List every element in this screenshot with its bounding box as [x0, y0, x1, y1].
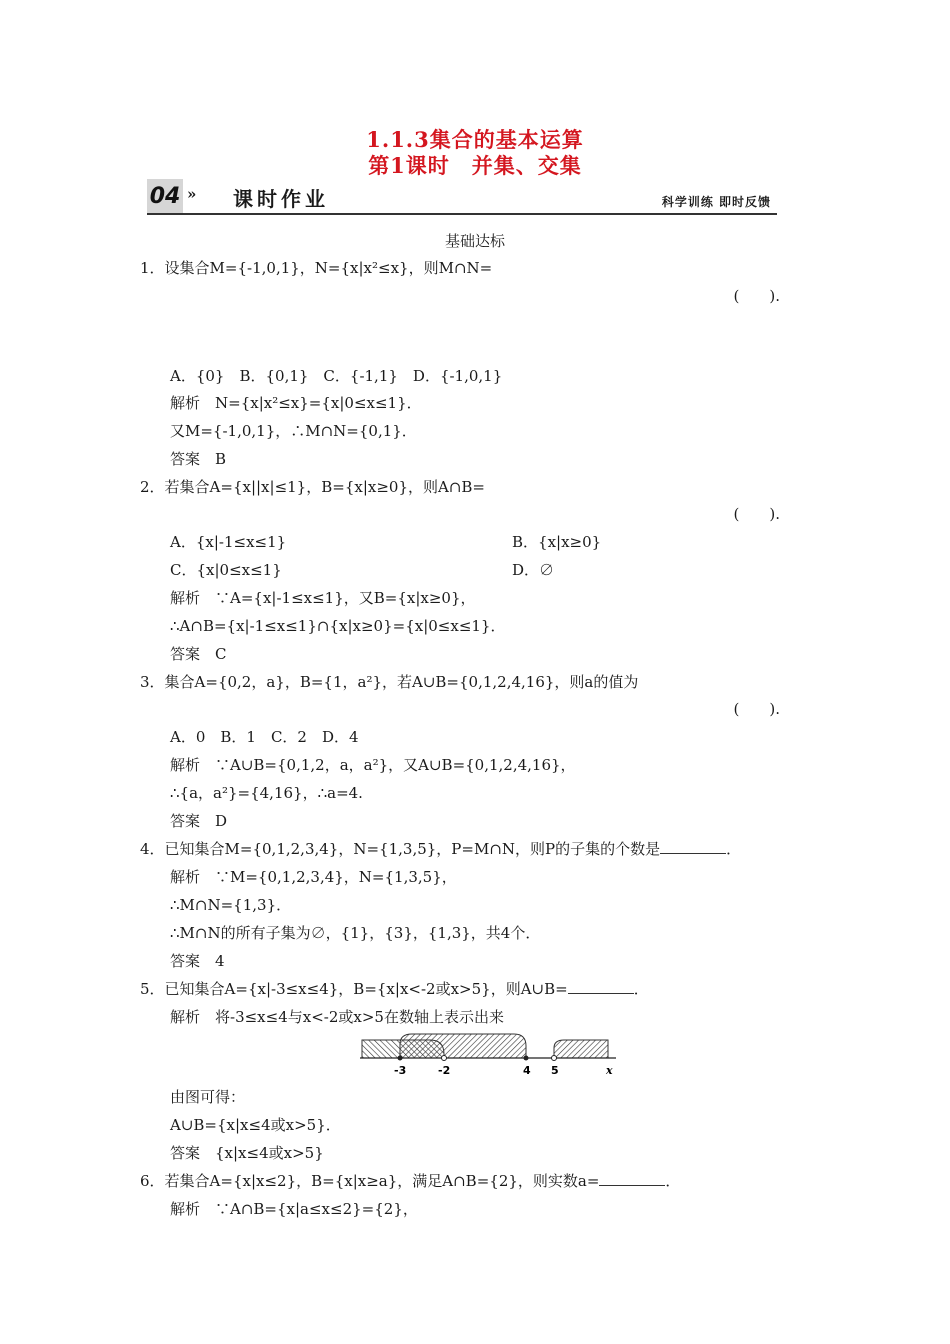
axis-label-4: 4	[523, 1064, 531, 1077]
q4-answer: 答案 4	[170, 952, 225, 970]
q3-solution-1: 解析 ∵A∪B={0,1,2，a，a²}，又A∪B={0,1,2,4,16}，	[170, 756, 576, 774]
q2-solution-1: 解析 ∵A={x|-1≤x≤1}，又B={x|x≥0}，	[170, 589, 476, 607]
q4-stem	[140, 838, 741, 859]
q1-answer: 答案 B	[170, 450, 227, 468]
section-title: 课时作业	[233, 187, 329, 211]
q1-solution-1: 解析 N={x|x²≤x}={x|0≤x≤1}．	[170, 394, 422, 412]
q4-stem-text: 4．已知集合M={0,1,2,3,4}，N={1,3,5}，P=M∩N，则P的子集的个数是	[140, 840, 661, 858]
axis-label-neg3: -3	[394, 1064, 407, 1077]
double-arrow-icon: »	[187, 185, 197, 203]
axis-label-x: x	[606, 1064, 613, 1077]
q2-answer: 答案 C	[170, 645, 227, 663]
subheading: 基础达标	[444, 232, 505, 250]
section-slogan: 科学训练 即时反馈	[661, 195, 771, 209]
q1-solution-2: 又M={-1,0,1}，∴M∩N={0,1}．	[170, 422, 417, 440]
q6-blank[interactable]	[599, 1171, 665, 1186]
q6-solution-1: 解析 ∵A∩B={x|a≤x≤2}={2}，	[170, 1200, 418, 1218]
q1-options: A．{0} B．{0,1} C．{-1,1} D．{-1,0,1}	[170, 367, 503, 385]
q4-solution-2: ∴M∩N={1,3}．	[170, 896, 292, 914]
q5-stem-text: 5．已知集合A={x|-3≤x≤4}，B={x|x<-2或x>5}，则A∪B=	[140, 980, 568, 998]
q5-stem-end: ．	[633, 980, 649, 998]
q2-answer-paren: ( ).	[733, 505, 780, 523]
region-b-right	[554, 1040, 608, 1058]
q2-option-a: A．{x|-1≤x≤1}	[170, 533, 287, 551]
q2-option-d: D．∅	[512, 561, 555, 579]
q2-solution-2: ∴A∩B={x|-1≤x≤1}∩{x|x≥0}={x|0≤x≤1}．	[170, 617, 506, 635]
q4-stem-end: ．	[726, 840, 742, 858]
q3-stem: 3．集合A={0,2，a}，B={1，a²}，若A∪B={0,1,2,4,16}，则a的值为	[140, 673, 639, 691]
page-title-line2: 第1课时 并集、交集	[368, 153, 582, 178]
q3-solution-2: ∴{a，a²}={4,16}，∴a=4.	[170, 784, 363, 802]
section-number-badge: 04	[147, 179, 183, 214]
q6-stem-end: ．	[665, 1172, 681, 1190]
q4-solution-1: 解析 ∵M={0,1,2,3,4}，N={1,3,5}，	[170, 868, 457, 886]
q2-option-c: C．{x|0≤x≤1}	[170, 561, 282, 579]
q5-answer: 答案 {x|x≤4或x>5}	[170, 1144, 324, 1162]
q4-blank[interactable]	[660, 839, 726, 854]
q4-solution-3: ∴M∩N的所有子集为∅，{1}，{3}，{1,3}，共4个．	[170, 924, 541, 942]
q5-solution-3: A∪B={x|x≤4或x>5}．	[170, 1116, 341, 1134]
q2-option-b: B．{x|x≥0}	[512, 533, 602, 551]
q5-solution-2: 由图可得：	[170, 1088, 246, 1106]
region-a	[400, 1034, 526, 1058]
q2-stem: 2．若集合A={x||x|≤1}，B={x|x≥0}，则A∩B=	[140, 478, 485, 496]
q1-stem: 1．设集合M={-1,0,1}，N={x|x²≤x}，则M∩N=	[140, 259, 493, 277]
section-header-bar	[147, 179, 777, 215]
q1-answer-paren: ( ).	[733, 287, 780, 305]
axis-label-5: 5	[551, 1064, 559, 1077]
q5-blank[interactable]	[568, 979, 634, 994]
q6-stem-text: 6．若集合A={x|x≤2}，B={x|x≥a}，满足A∩B={2}，则实数a=	[140, 1172, 600, 1190]
q3-answer: 答案 D	[170, 812, 228, 830]
q6-stem	[140, 1170, 680, 1191]
q5-solution-1: 解析 将-3≤x≤4与x<-2或x>5在数轴上表示出来	[170, 1008, 504, 1026]
q3-answer-paren: ( ).	[733, 700, 780, 718]
page-title-line1: 1.1.3集合的基本运算	[366, 127, 584, 152]
header-rule	[147, 213, 777, 215]
axis-label-neg2: -2	[438, 1064, 451, 1077]
q3-options: A．0 B．1 C．2 D．4	[170, 728, 359, 746]
q5-stem	[140, 978, 649, 999]
number-line-figure	[360, 1032, 620, 1080]
